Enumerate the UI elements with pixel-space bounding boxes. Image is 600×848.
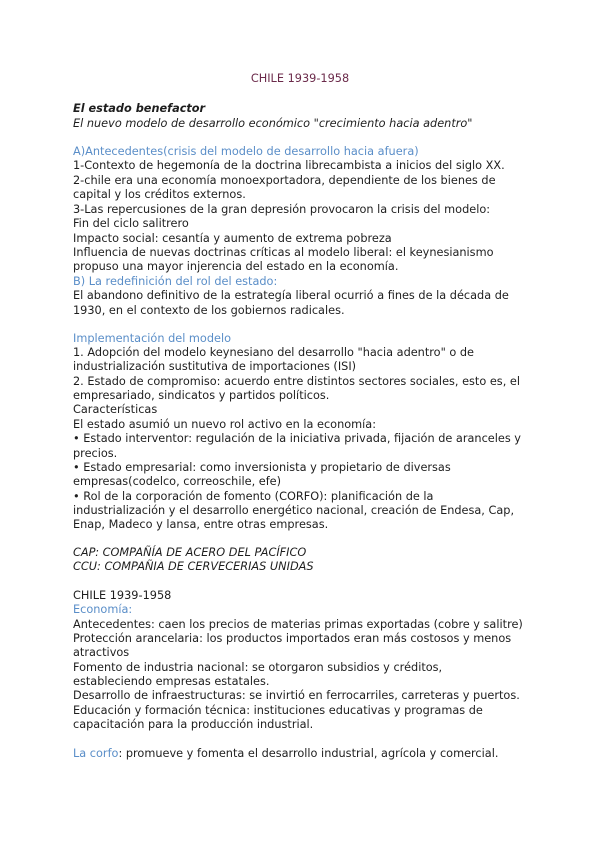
section-c-title: CHILE 1939-1958 xyxy=(73,589,172,602)
implementation-line: 1. Adopción del modelo keynesiano del desarrollo "hacia adentro" o de xyxy=(73,346,474,359)
implementation-line: • Rol de la corporación de fomento (CORFO): planificación de la xyxy=(73,490,434,503)
section-a-line: propuso una mayor injerencia del estado en la economía. xyxy=(73,260,399,273)
section-b-heading: B) La redefinición del rol del estado: xyxy=(73,275,278,288)
corfo-label: La corfo xyxy=(73,747,119,760)
section-a-line: Influencia de nuevas doctrinas críticas al modelo liberal: el keynesianismo xyxy=(73,246,494,259)
acronym-cap: CAP: COMPAÑÍA DE ACERO DEL PACÍFICO xyxy=(73,546,307,559)
section-c-line: Protección arancelaria: los productos importados eran más costosos y menos xyxy=(73,632,512,645)
section-a-heading: A)Antecedentes(crisis del modelo de desarrollo hacia afuera) xyxy=(73,145,419,158)
document-title: CHILE 1939-1958 xyxy=(250,72,350,85)
section-c-line: Educación y formación técnica: instituciones educativas y programas de xyxy=(73,704,483,717)
implementation-line: industrialización y el desarrollo energético nacional, creación de Endesa, Cap, xyxy=(73,504,515,517)
section-c-line: estableciendo empresas estatales. xyxy=(73,675,270,688)
implementation-line: El estado asumió un nuevo rol activo en la economía: xyxy=(73,418,377,431)
implementation-line: precios. xyxy=(73,447,118,460)
implementation-line: • Estado interventor: regulación de la iniciativa privada, fijación de aranceles y xyxy=(73,432,521,445)
section-a-line: Impacto social: cesantía y aumento de extrema pobreza xyxy=(73,232,392,245)
section-a-line: 3-Las repercusiones de la gran depresión provocaron la crisis del modelo: xyxy=(73,203,491,216)
corfo-line xyxy=(73,746,498,761)
section-b-line: 1930, en el contexto de los gobiernos radicales. xyxy=(73,304,345,317)
implementation-line: empresas(codelco, correoschile, efe) xyxy=(73,475,282,488)
corfo-text: : promueve y fomenta el desarrollo industrial, agrícola y comercial. xyxy=(118,747,499,760)
section-a-line: 1-Contexto de hegemonía de la doctrina librecambista a inicios del siglo XX. xyxy=(73,159,505,172)
section-a-line: capital y los créditos externos. xyxy=(73,188,246,201)
implementation-line: Características xyxy=(73,403,158,416)
implementation-line: • Estado empresarial: como inversionista y propietario de diversas xyxy=(73,461,451,474)
section-c-line: capacitación para la producción industrial. xyxy=(73,718,314,731)
subtitle-italic: El nuevo modelo de desarrollo económico "crecimiento hacia adentro" xyxy=(73,117,473,130)
implementation-line: industrialización sustitutiva de importaciones (ISI) xyxy=(73,360,357,373)
section-c-line: Desarrollo de infraestructuras: se invirtió en ferrocarriles, carreteras y puertos. xyxy=(73,689,520,702)
section-a-line: Fin del ciclo salitrero xyxy=(73,217,189,230)
section-c-line: Antecedentes: caen los precios de materias primas exportadas (cobre y salitre) xyxy=(73,618,523,631)
acronym-ccu: CCU: COMPAÑIA DE CERVECERIAS UNIDAS xyxy=(73,560,314,573)
section-c-line: atractivos xyxy=(73,646,130,659)
subtitle-bold: El estado benefactor xyxy=(73,102,206,115)
section-a-line: 2-chile era una economía monoexportadora, dependiente de los bienes de xyxy=(73,174,496,187)
section-c-line: Fomento de industria nacional: se otorgaron subsidios y créditos, xyxy=(73,661,443,674)
implementation-line: empresariado, sindicatos y partidos políticos. xyxy=(73,389,330,402)
implementation-line: 2. Estado de compromiso: acuerdo entre distintos sectores sociales, esto es, el xyxy=(73,375,520,388)
implementation-line: Enap, Madeco y lansa, entre otras empresas. xyxy=(73,518,329,531)
section-c-heading: Economía: xyxy=(73,603,133,616)
implementation-heading: Implementación del modelo xyxy=(73,332,232,345)
section-b-line: El abandono definitivo de la estrategía liberal ocurrió a fines de la década de xyxy=(73,289,509,302)
